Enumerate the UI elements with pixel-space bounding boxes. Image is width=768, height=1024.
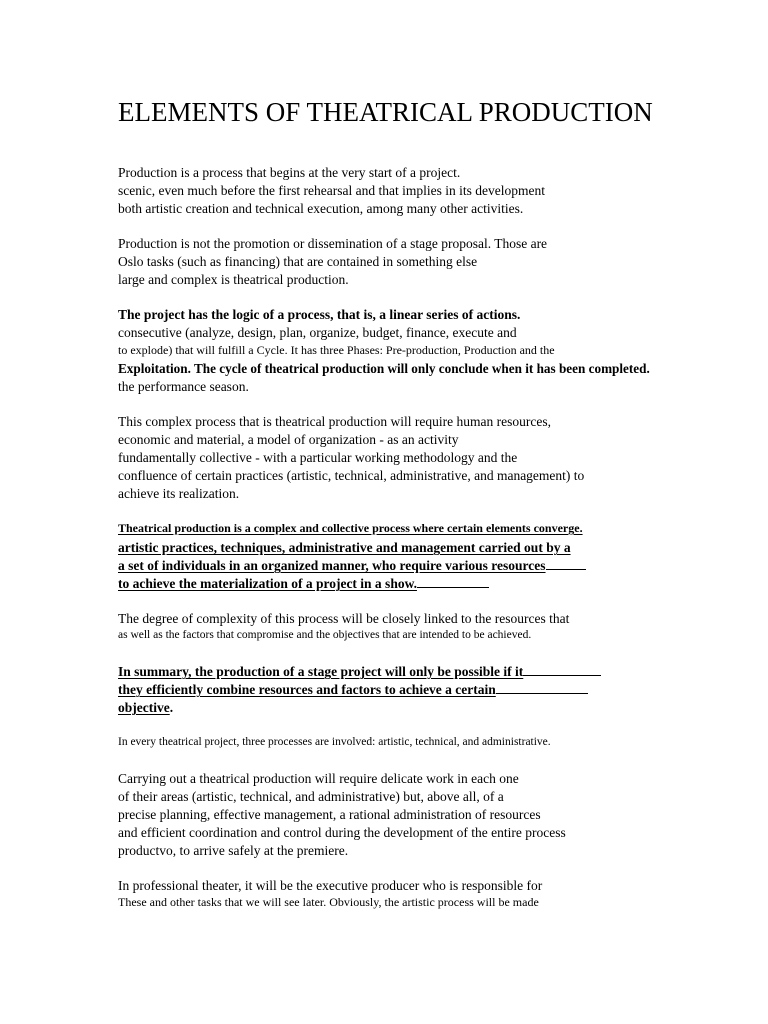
paragraph-7-line-1 — [118, 663, 601, 680]
paragraph-3-line-5: the performance season. — [118, 379, 249, 394]
paragraph-7-line-3 — [118, 699, 173, 716]
paragraph-1-line-3: both artistic creation and technical execution, among many other activities. — [118, 201, 524, 216]
paragraph-7-line-1-rule — [523, 663, 601, 676]
paragraph-2-line-3: large and complex is theatrical production. — [118, 272, 349, 287]
paragraph-4-line-5: achieve its realization. — [118, 486, 240, 501]
paragraph-7-line-2-rule — [496, 681, 588, 694]
paragraph-7-line-1-text: In summary, the production of a stage project will only be possible if it — [118, 664, 524, 679]
paragraph-8-line-1: In every theatrical project, three processes are involved: artistic, technical, and administrative. — [118, 736, 551, 748]
document-title: ELEMENTS OF THEATRICAL PRODUCTION — [118, 97, 653, 127]
paragraph-5-line-3-rule — [546, 557, 586, 570]
paragraph-7-line-2 — [118, 681, 588, 698]
paragraph-9-line-3: precise planning, effective management, a rational administration of resources — [118, 807, 541, 822]
paragraph-3-line-3: to explode) that will fulfill a Cycle. It has three Phases: Pre-production, Production and the — [118, 343, 555, 357]
paragraph-2-line-1: Production is not the promotion or dissemination of a stage proposal. Those are — [118, 236, 548, 251]
paragraph-9-line-1: Carrying out a theatrical production will require delicate work in each one — [118, 771, 519, 786]
paragraph-5-line-2-text: artistic practices, techniques, administrative and management carried out by a — [118, 540, 571, 555]
paragraph-7-line-2-text: they efficiently combine resources and factors to achieve a certain — [118, 682, 496, 697]
paragraph-3-line-1: The project has the logic of a process, that is, a linear series of actions. — [118, 307, 521, 322]
paragraph-4-line-3: fundamentally collective - with a particular working methodology and the — [118, 450, 518, 465]
paragraph-5-line-4-text: to achieve the materialization of a project in a show. — [118, 576, 417, 591]
paragraph-3-line-2: consecutive (analyze, design, plan, organize, budget, finance, execute and — [118, 325, 517, 340]
paragraph-7-line-3-period: . — [169, 700, 174, 715]
paragraph-4-line-4: confluence of certain practices (artistic, technical, administrative, and management) to — [118, 468, 585, 483]
paragraph-7-line-3-text: objective — [118, 700, 170, 715]
paragraph-9-line-2: of their areas (artistic, technical, and administrative) but, above all, of a — [118, 789, 504, 804]
paragraph-9-line-4: and efficient coordination and control during the development of the entire process — [118, 825, 566, 840]
paragraph-1-line-1: Production is a process that begins at the very start of a project. — [118, 165, 461, 180]
paragraph-5-line-3-text: a set of individuals in an organized manner, who require various resources — [118, 558, 546, 573]
paragraph-9-line-5: productvo, to arrive safely at the premiere. — [118, 843, 349, 858]
paragraph-4-line-2: economic and material, a model of organization - as an activity — [118, 432, 459, 447]
paragraph-1-line-2: scenic, even much before the first rehearsal and that implies in its development — [118, 183, 545, 198]
paragraph-5-line-3 — [118, 557, 586, 574]
paragraph-6-line-1: The degree of complexity of this process will be closely linked to the resources that — [118, 611, 570, 626]
paragraph-4-line-1: This complex process that is theatrical production will require human resources, — [118, 414, 551, 429]
paragraph-10-line-2: These and other tasks that we will see later. Obviously, the artistic process will be made — [118, 895, 539, 909]
paragraph-5-line-1: Theatrical production is a complex and collective process where certain elements converge. — [118, 521, 583, 535]
paragraph-5-line-4 — [118, 575, 489, 592]
paragraph-3-line-4: Exploitation. The cycle of theatrical production will only conclude when it has been completed. — [118, 361, 650, 376]
paragraph-6-line-2: as well as the factors that compromise and the objectives that are intended to be achieved. — [118, 629, 532, 641]
paragraph-5-line-2 — [118, 539, 571, 556]
paragraph-2-line-2: Oslo tasks (such as financing) that are contained in something else — [118, 254, 478, 269]
paragraph-5-line-4-rule — [417, 575, 489, 588]
paragraph-10-line-1: In professional theater, it will be the executive producer who is responsible for — [118, 878, 543, 893]
